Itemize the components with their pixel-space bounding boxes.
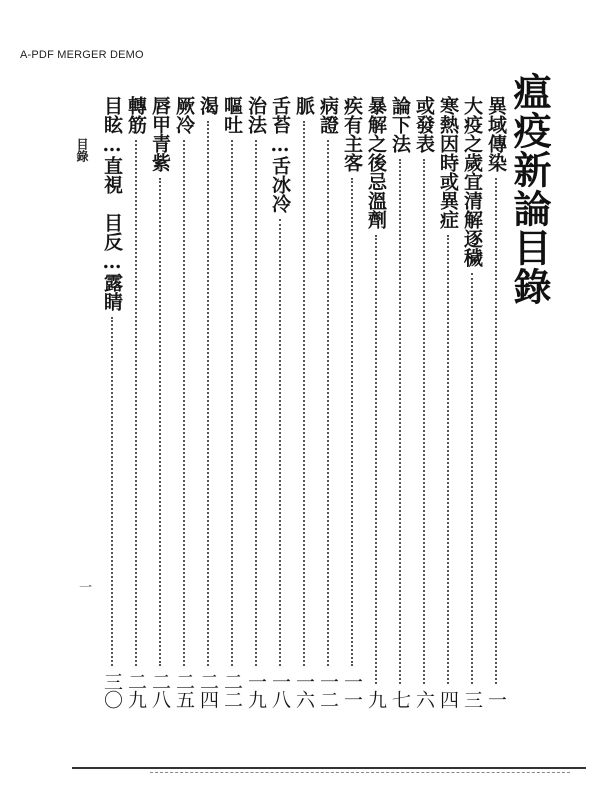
toc-leader-dots <box>375 235 377 684</box>
bottom-rule-thin <box>150 772 570 773</box>
toc-entry-page: 二五 <box>173 672 195 708</box>
toc-leader-dots <box>303 121 305 666</box>
toc-entry <box>484 96 508 708</box>
toc-entry-title: 治法 <box>245 96 267 134</box>
toc-leader-dots <box>423 159 425 684</box>
toc-entry-title <box>76 96 100 134</box>
toc-entry <box>148 96 172 708</box>
toc-leader-dots <box>471 273 473 684</box>
toc-entry-title: 大疫之歲宜清解逐穢 <box>461 96 483 267</box>
toc-entry <box>364 96 388 708</box>
toc-entry <box>292 96 316 708</box>
toc-entry-title: 轉筋 <box>125 96 147 134</box>
toc-entry <box>268 96 292 708</box>
toc-entry-page: 七 <box>389 690 411 708</box>
bottom-rule <box>72 767 586 769</box>
watermark-text: A-PDF MERGER DEMO <box>20 49 144 61</box>
toc-leader-dots <box>255 140 257 666</box>
toc-entry-title: 論下法 <box>389 96 411 153</box>
toc-entry-page: 一六 <box>293 672 315 708</box>
toc-leader-dots <box>351 178 353 666</box>
toc-entry-title: 疾有主客 <box>341 96 363 172</box>
toc-entry <box>220 96 244 708</box>
toc-entry-page: 一一 <box>341 672 363 708</box>
toc-entry-page: 一二 <box>317 672 339 708</box>
toc-leader-dots <box>135 140 137 666</box>
toc-entry-title: 舌苔…舌冰冷 <box>269 96 291 213</box>
toc-entry-title: 嘔吐 <box>221 96 243 134</box>
toc-entry-page: 三〇 <box>101 672 123 708</box>
toc-entry-page: 二八 <box>149 672 171 708</box>
toc-entry-title: 脈 <box>293 96 315 115</box>
toc-entry <box>460 96 484 708</box>
folio-number: 一 <box>76 580 91 593</box>
toc-entry-page: 六 <box>413 690 435 708</box>
toc-entry <box>340 96 364 708</box>
toc-leader-dots <box>183 140 185 666</box>
toc-entry-title: 厥冷 <box>173 96 195 134</box>
toc-entry-page: 四 <box>437 690 459 708</box>
toc-entry-page: 三 <box>461 690 483 708</box>
toc-entry-page: 二四 <box>197 672 219 708</box>
toc-entry <box>172 96 196 708</box>
toc-entry <box>316 96 340 708</box>
toc-entry-title: 或發表 <box>413 96 435 153</box>
toc-entry-title: 寒熱因時或異症 <box>437 96 459 229</box>
toc-entry-title: 目眩…直視 目反…露睛 <box>101 96 123 311</box>
toc-entry-title: 異域傳染 <box>485 96 507 172</box>
toc-entry <box>436 96 460 708</box>
toc-entry-title: 渴 <box>197 96 219 115</box>
toc-leader-dots <box>87 140 89 666</box>
toc-leader-dots <box>327 140 329 666</box>
toc-leader-dots <box>159 178 161 666</box>
toc-entry-page: 一 <box>485 690 507 708</box>
toc-entry-page <box>76 672 100 708</box>
side-label: 目錄 <box>75 138 89 162</box>
toc-entry-title: 暴解之後忌溫劑 <box>365 96 387 229</box>
toc-entry-title: 病證 <box>317 96 339 134</box>
toc-entry-page: 九 <box>365 690 387 708</box>
page-title: 瘟疫新論目錄 <box>507 72 552 306</box>
toc-entry-page: 一八 <box>269 672 291 708</box>
toc-entry <box>388 96 412 708</box>
toc-leader-dots <box>447 235 449 684</box>
toc-leader-dots <box>279 219 281 666</box>
toc-entry-page: 一九 <box>245 672 267 708</box>
toc-entry-page: 二九 <box>125 672 147 708</box>
toc-leader-dots <box>399 159 401 684</box>
toc-entry <box>412 96 436 708</box>
toc-leader-dots <box>207 121 209 666</box>
toc-entry-title: 唇甲青紫 <box>149 96 171 172</box>
toc-entry <box>100 96 124 708</box>
toc-entry-page: 二二 <box>221 672 243 708</box>
toc-entry <box>196 96 220 708</box>
toc-leader-dots <box>495 178 497 684</box>
toc-leader-dots <box>111 317 113 666</box>
toc-entry <box>124 96 148 708</box>
toc-entry <box>244 96 268 708</box>
toc-leader-dots <box>231 140 233 666</box>
